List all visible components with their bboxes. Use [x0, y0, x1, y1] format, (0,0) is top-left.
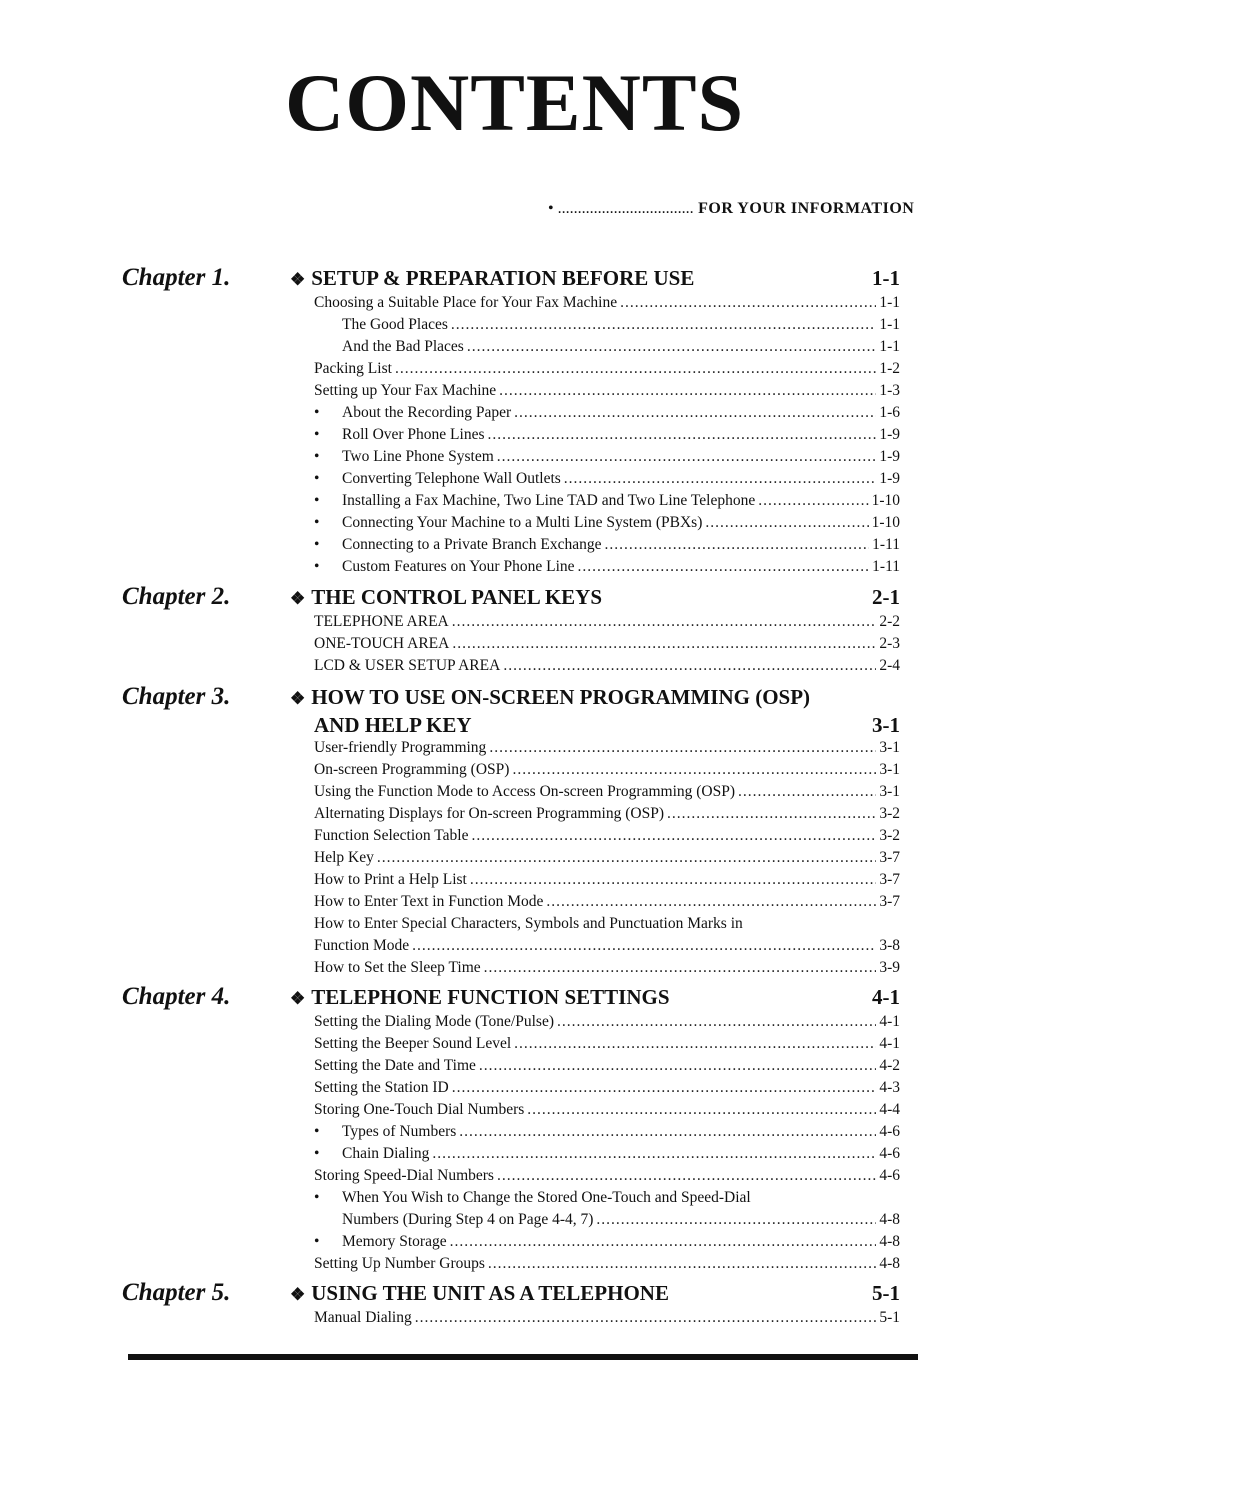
bullet-icon: • — [314, 1189, 320, 1206]
bullet-icon: • — [314, 404, 320, 421]
toc-entry[interactable]: Setting Up Number Groups ..... 4-8 — [314, 1253, 900, 1275]
bullet-icon: • — [314, 1233, 320, 1250]
toc-entry[interactable]: Setting the Station ID ..... 4-3 — [314, 1077, 900, 1099]
toc-entry[interactable]: How to Set the Sleep Time ..... 3-9 — [314, 957, 900, 979]
toc-entry[interactable]: • Converting Telephone Wall Outlets ..... 1-9 — [314, 468, 900, 490]
toc-entry[interactable]: User-friendly Programming ..... 3-1 — [314, 737, 900, 759]
toc-entry[interactable]: • Custom Features on Your Phone Line ..... 1-11 — [314, 556, 900, 578]
toc-entry[interactable]: Using the Function Mode to Access On-screen Programming (OSP) ..... 3-1 — [314, 781, 900, 803]
toc-entry[interactable]: How to Print a Help List ..... 3-7 — [314, 869, 900, 891]
chapter-label: Chapter 3. — [122, 683, 231, 710]
chapter-heading[interactable] — [290, 683, 900, 713]
toc-entry[interactable]: LCD & USER SETUP AREA ..... 2-4 — [314, 655, 900, 677]
legend — [548, 200, 914, 218]
bullet-icon: • — [314, 470, 320, 487]
toc-entry[interactable]: Setting the Dialing Mode (Tone/Pulse) ..... 4-1 — [314, 1011, 900, 1033]
diamond-icon: ❖ — [290, 1285, 306, 1304]
toc-entry[interactable]: Setting the Beeper Sound Level ..... 4-1 — [314, 1033, 900, 1055]
bottom-rule — [128, 1354, 918, 1360]
diamond-icon: ❖ — [290, 689, 306, 708]
chapter-title: THE CONTROL PANEL KEYS — [311, 585, 603, 609]
toc-entry[interactable]: Choosing a Suitable Place for Your Fax Machine ..... 1-1 — [314, 292, 900, 314]
entry-list — [314, 737, 900, 979]
chapter-label: Chapter 2. — [122, 583, 231, 610]
toc-entry[interactable]: Help Key ..... 3-7 — [314, 847, 900, 869]
toc-entry[interactable]: Alternating Displays for On-screen Programming (OSP) ..... 3-2 — [314, 803, 900, 825]
toc-entry[interactable]: On-screen Programming (OSP) ..... 3-1 — [314, 759, 900, 781]
chapter-title: SETUP & PREPARATION BEFORE USE — [311, 266, 695, 290]
bullet-icon: • — [314, 426, 320, 443]
bullet-icon: • — [314, 558, 320, 575]
toc-entry[interactable]: Numbers (During Step 4 on Page 4-4, 7) ..... 4-8 — [314, 1209, 900, 1231]
chapter-label: Chapter 5. — [122, 1279, 231, 1306]
chapter-heading[interactable] — [290, 264, 900, 294]
diamond-icon: ❖ — [290, 270, 306, 289]
toc-entry[interactable]: How to Enter Text in Function Mode ..... 3-7 — [314, 891, 900, 913]
toc-entry[interactable]: • Connecting Your Machine to a Multi Line System (PBXs) ..... 1-10 — [314, 512, 900, 534]
toc-entry[interactable]: • Connecting to a Private Branch Exchange ..... 1-11 — [314, 534, 900, 556]
bullet-icon: • — [314, 514, 320, 531]
chapter-page: 1-1 — [872, 266, 900, 290]
toc-entry[interactable]: Manual Dialing ..... 5-1 — [314, 1307, 900, 1329]
legend-leader: • .................................. — [548, 200, 694, 217]
toc-entry[interactable]: • Two Line Phone System ..... 1-9 — [314, 446, 900, 468]
toc-entry[interactable]: ONE-TOUCH AREA ..... 2-3 — [314, 633, 900, 655]
bullet-icon: • — [314, 448, 320, 465]
page-title: CONTENTS — [285, 57, 745, 148]
chapter-label: Chapter 4. — [122, 983, 231, 1010]
entry-list — [314, 1011, 900, 1275]
chapter-title-line2: AND HELP KEY — [314, 713, 472, 737]
bullet-icon: • — [314, 1123, 320, 1140]
bullet-icon: • — [314, 536, 320, 553]
chapter-heading[interactable] — [290, 583, 900, 613]
toc-entry[interactable]: How to Enter Special Characters, Symbols and Punctuation Marks in — [314, 915, 743, 932]
toc-entry[interactable]: • Roll Over Phone Lines ..... 1-9 — [314, 424, 900, 446]
chapter-label: Chapter 1. — [122, 264, 231, 291]
chapter-page: 3-1 — [872, 713, 900, 737]
diamond-icon: ❖ — [290, 589, 306, 608]
toc-entry[interactable]: • Types of Numbers ..... 4-6 — [314, 1121, 900, 1143]
toc-entry[interactable]: • Installing a Fax Machine, Two Line TAD and Two Line Telephone ..... 1-10 — [314, 490, 900, 512]
chapter-page: 4-1 — [872, 985, 900, 1009]
toc-entry[interactable]: The Good Places ..... 1-1 — [314, 314, 900, 336]
bullet-icon: • — [314, 1145, 320, 1162]
entry-list — [314, 292, 900, 578]
toc-entry[interactable]: • About the Recording Paper ..... 1-6 — [314, 402, 900, 424]
toc-entry[interactable]: Function Mode ..... 3-8 — [314, 935, 900, 957]
chapter-title: TELEPHONE FUNCTION SETTINGS — [311, 985, 670, 1009]
chapter-page: 2-1 — [872, 585, 900, 609]
entry-list — [314, 1307, 900, 1329]
bullet-icon: • — [314, 492, 320, 509]
toc-entry[interactable]: Storing Speed-Dial Numbers ..... 4-6 — [314, 1165, 900, 1187]
toc-entry[interactable]: Setting up Your Fax Machine ..... 1-3 — [314, 380, 900, 402]
diamond-icon: ❖ — [290, 989, 306, 1008]
chapter-heading-continued[interactable] — [290, 711, 900, 739]
toc-entry[interactable]: • Memory Storage ..... 4-8 — [314, 1231, 900, 1253]
chapter-title: USING THE UNIT AS A TELEPHONE — [311, 1281, 669, 1305]
toc-entry[interactable]: And the Bad Places ..... 1-1 — [314, 336, 900, 358]
toc-entry[interactable]: • Chain Dialing ..... 4-6 — [314, 1143, 900, 1165]
toc-entry[interactable]: Function Selection Table ..... 3-2 — [314, 825, 900, 847]
chapter-heading[interactable] — [290, 1279, 900, 1309]
toc-entry[interactable]: Setting the Date and Time ..... 4-2 — [314, 1055, 900, 1077]
toc-entry[interactable]: Storing One-Touch Dial Numbers ..... 4-4 — [314, 1099, 900, 1121]
entry-list — [314, 611, 900, 677]
chapter-title: HOW TO USE ON-SCREEN PROGRAMMING (OSP) — [311, 685, 811, 709]
toc-entry[interactable]: • When You Wish to Change the Stored One-Touch and Speed-Dial — [314, 1187, 900, 1209]
chapter-page: 5-1 — [872, 1281, 900, 1305]
legend-label: FOR YOUR INFORMATION — [698, 200, 915, 217]
chapter-heading[interactable] — [290, 983, 900, 1013]
toc-entry[interactable]: TELEPHONE AREA ..... 2-2 — [314, 611, 900, 633]
toc-entry[interactable]: Packing List ..... 1-2 — [314, 358, 900, 380]
